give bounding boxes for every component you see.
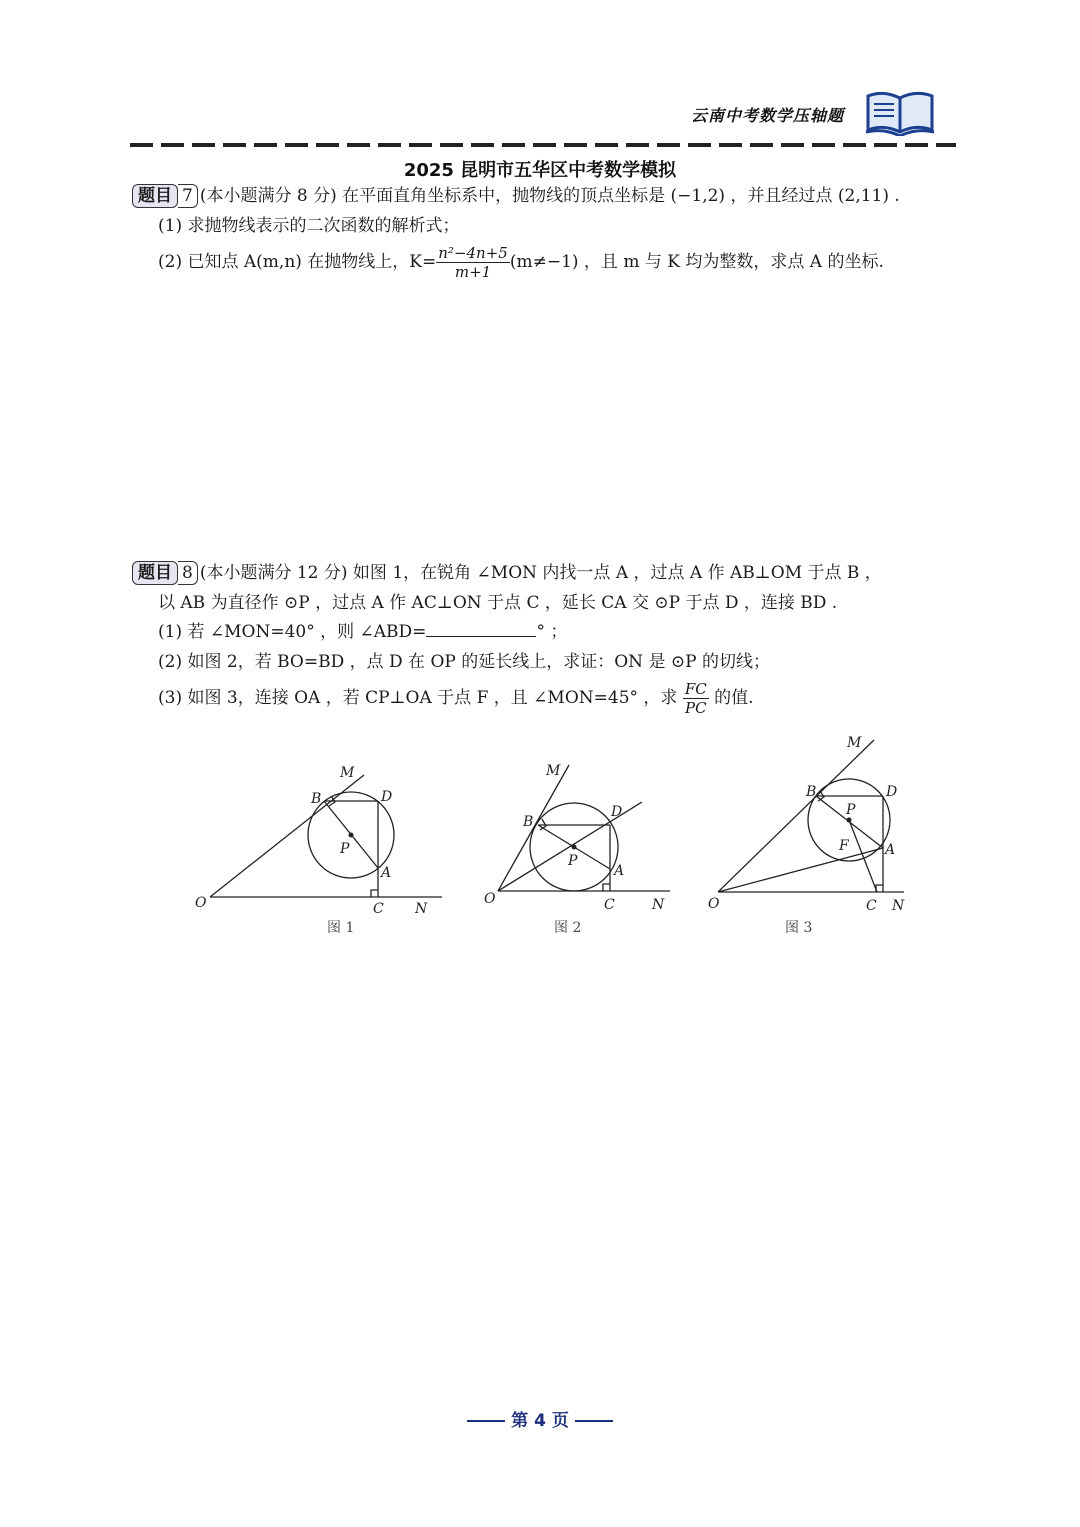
fig2-label-o: O: [484, 891, 496, 907]
footer-rule-left: [467, 1420, 505, 1422]
q8-number: 8: [178, 561, 198, 585]
q8-part1-text-b: ° ；: [536, 622, 568, 642]
fig2-ray-om: [498, 765, 569, 891]
q7-part2-text-a: (2) 已知点 A(m,n) 在抛物线上，K=: [158, 252, 437, 272]
fig1-label-m: M: [340, 765, 355, 781]
q7-part2-text-b: (m≠−1) ，且 m 与 K 均为整数，求点 A 的坐标.: [509, 252, 884, 272]
fig1-right-angle-c: [371, 890, 378, 897]
fig2-label-n: N: [652, 897, 665, 913]
q7-number: 7: [178, 184, 198, 208]
q8-part1-text-a: (1) 若 ∠MON=40° ，则 ∠ABD=: [158, 622, 427, 642]
q7-stem-line: [132, 184, 900, 208]
fig3-label-f: F: [839, 838, 849, 854]
q7-part2: [158, 242, 884, 282]
fig3-label-c: C: [866, 898, 877, 914]
fig2-label-d: D: [611, 804, 623, 820]
fig1-label-n: N: [415, 901, 428, 917]
series-title: 云南中考数学压轴题: [690, 106, 844, 125]
fig1-label-c: C: [373, 901, 384, 917]
fig2-point-p: [572, 845, 577, 850]
fig2-label-m: M: [546, 763, 561, 779]
fig1-label-o: O: [195, 895, 207, 911]
fig3-label-d: D: [886, 784, 898, 800]
fig3-label-b: B: [806, 784, 817, 800]
q8-fraction-denominator: PC: [685, 699, 707, 717]
fig1-label-a: A: [381, 865, 392, 881]
fig3-label-m: M: [847, 735, 862, 751]
q7-part1: (1) 求抛物线表示的二次函数的解析式；: [158, 216, 460, 236]
fig1-label-d: D: [381, 789, 393, 805]
fig2-caption: 图 2: [554, 920, 582, 936]
figure-3: [700, 730, 925, 940]
fig3-label-a: A: [885, 842, 896, 858]
q8-part2: (2) 如图 2，若 BO=BD ，点 D 在 OP 的延长线上，求证：ON 是 ⊙P 的切线；: [158, 652, 770, 672]
q8-part3-text-b: 的值.: [714, 688, 754, 708]
fig1-label-p: P: [340, 841, 350, 857]
q7-fraction-numerator: n²−4n+5: [438, 244, 508, 262]
fig3-label-n: N: [892, 898, 905, 914]
page-footer: [0, 1406, 1080, 1431]
fig1-label-b: B: [311, 791, 322, 807]
fig1-caption: 图 1: [327, 920, 355, 936]
header-divider: [130, 143, 956, 147]
fig2-right-angle-c: [603, 884, 610, 891]
fig3-label-p: P: [846, 802, 856, 818]
fig1-point-p: [349, 833, 354, 838]
q8-part3-text-a: (3) 如图 3，连接 OA ，若 CP⊥OA 于点 F ，且 ∠MON=45° ，求: [158, 688, 678, 708]
page-number: 第 4 页: [511, 1411, 569, 1431]
figure-2: [480, 755, 685, 940]
footer-rule-right: [575, 1420, 613, 1422]
fig2-label-a: A: [614, 863, 625, 879]
q8-part3: [158, 676, 754, 720]
q8-stem2: 以 AB 为直径作 ⊙P ，过点 A 作 AC⊥ON 于点 C ，延长 CA 交 ⊙P 于点 D ，连接 BD .: [158, 593, 838, 613]
fig2-label-p: P: [568, 853, 578, 869]
q7-tag: 题目: [132, 184, 178, 208]
q8-fraction: [683, 680, 709, 717]
book-icon: [864, 90, 936, 136]
fig3-caption: 图 3: [785, 920, 813, 936]
answer-blank: [426, 620, 536, 637]
q8-fraction-numerator: FC: [684, 680, 707, 698]
figure-1: [190, 755, 455, 940]
exam-title: 2025 昆明市五华区中考数学模拟: [403, 160, 677, 181]
q8-stem-line1: [132, 561, 882, 585]
fig3-segment-oa: [718, 848, 883, 892]
fig2-label-c: C: [604, 897, 615, 913]
q7-fraction-denominator: m+1: [454, 263, 492, 281]
q7-fraction: [436, 244, 510, 281]
fig2-label-b: B: [523, 814, 534, 830]
fig3-label-o: O: [708, 896, 720, 912]
fig3-point-p: [847, 818, 852, 823]
q8-stem1: (本小题满分 12 分) 如图 1，在锐角 ∠MON 内找一点 A ，过点 A 作 AB⊥OM 于点 B ，: [199, 563, 882, 583]
q7-stem: (本小题满分 8 分) 在平面直角坐标系中，抛物线的顶点坐标是 (−1,2) ，并且经过点 (2,11) .: [199, 186, 900, 206]
q8-part1: [158, 620, 567, 644]
q8-tag: 题目: [132, 561, 178, 585]
